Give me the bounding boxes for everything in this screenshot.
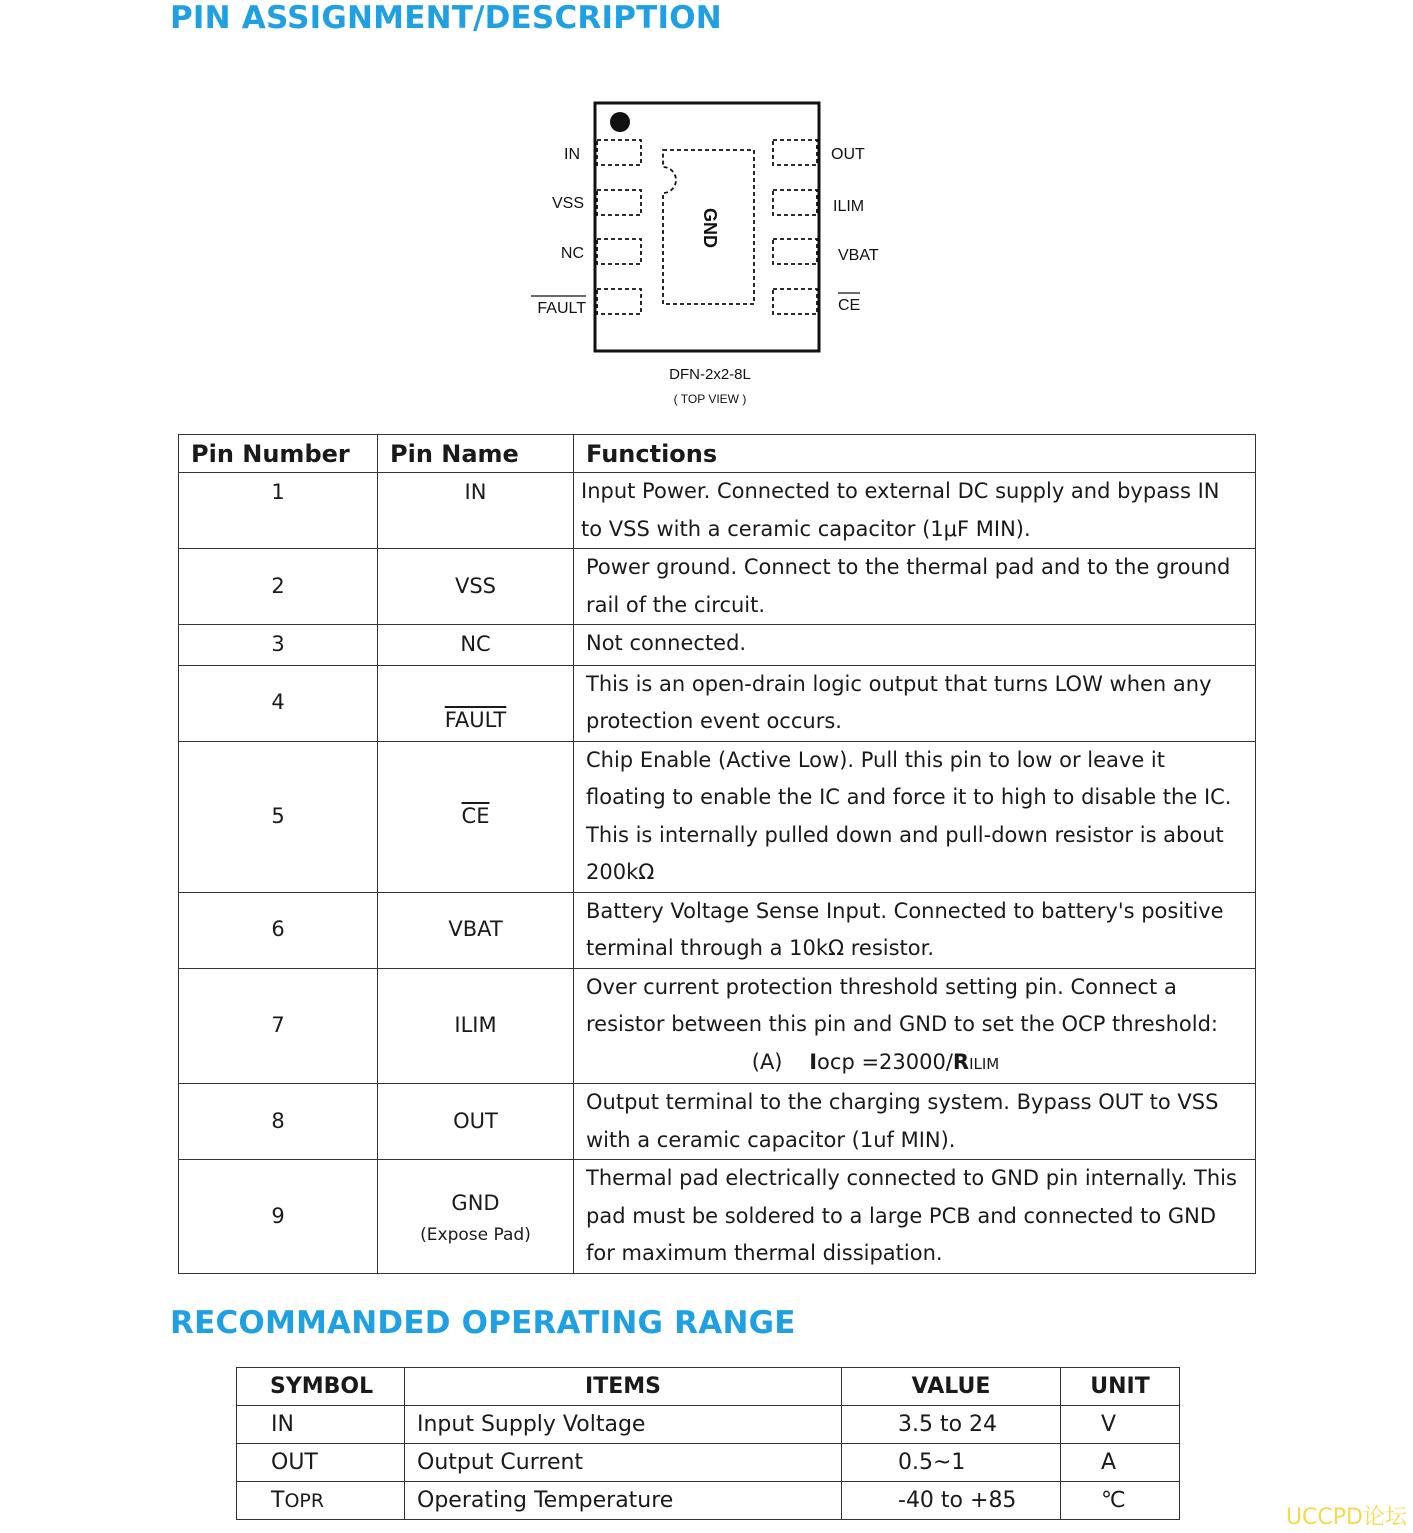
symbol-sub: OPR	[284, 1490, 325, 1512]
left-pads	[597, 140, 641, 314]
pad-vss	[597, 190, 641, 215]
pad-in	[597, 140, 641, 165]
formula-ilim: ILIM	[969, 1054, 1000, 1073]
pin-function: Not connected.	[574, 625, 1256, 666]
chip-pin-diagram	[520, 95, 900, 415]
pin-number: 6	[179, 892, 378, 968]
table-row	[179, 665, 1256, 741]
pad-nc	[597, 239, 641, 264]
pin-name: VSS	[378, 549, 574, 625]
table-row	[179, 473, 1256, 549]
formula-i: I	[809, 1049, 818, 1074]
pin-name: NC	[378, 625, 574, 666]
pin-label-out: OUT	[831, 146, 865, 163]
item-cell: Input Supply Voltage	[405, 1406, 842, 1444]
section-title-pin-assignment: PIN ASSIGNMENT/DESCRIPTION	[170, 0, 722, 36]
section-title-operating-range: RECOMMANDED OPERATING RANGE	[170, 1305, 796, 1341]
ocp-formula	[586, 1044, 1245, 1084]
pin-table-header-row	[179, 435, 1256, 473]
pin-name: $\overline{CE}$	[461, 803, 490, 828]
symbol-cell	[237, 1482, 405, 1520]
range-table-header-row	[237, 1368, 1180, 1406]
table-row	[179, 968, 1256, 1084]
right-pads	[773, 140, 817, 314]
table-row	[179, 1160, 1256, 1274]
header-items: ITEMS	[405, 1368, 842, 1406]
pin-name: OUT	[378, 1084, 574, 1160]
formula-label: (A)	[751, 1049, 783, 1074]
pin-subname: (Expose Pad)	[420, 1225, 531, 1245]
pin-number: 1	[179, 473, 378, 549]
formula-r: R	[952, 1049, 970, 1074]
symbol-t: T	[271, 1488, 285, 1513]
table-row	[179, 1084, 1256, 1160]
top-view-label: ( TOP VIEW )	[673, 392, 747, 406]
pad-ilim	[773, 190, 817, 215]
pin-function: Battery Voltage Sense Input. Connected to battery's positive terminal through a 10kΩ resistor.	[574, 892, 1256, 968]
pin-function: Thermal pad electrically connected to GND pin internally. This pad must be soldered to a large PCB and connected to GND for maximum thermal dissipation.	[574, 1160, 1256, 1274]
pad-fault	[597, 289, 641, 314]
pin-label-vss: VSS	[551, 195, 584, 212]
pin-function: This is an open-drain logic output that turns LOW when any protection event occurs.	[574, 665, 1256, 741]
pin-function: Over current protection threshold setting pin. Connect a resistor between this pin and GND to set the OCP threshold:	[586, 974, 1219, 1036]
pin-name-cell	[378, 741, 574, 892]
pin1-marker-dot	[610, 112, 630, 132]
pin-label-in: IN	[564, 146, 580, 163]
pad-ce	[773, 289, 817, 314]
pin-function: Chip Enable (Active Low). Pull this pin to low or leave it floating to enable the IC and force it to high to disable the IC. This is internally pulled down and pull-down resistor is about 200kΩ	[574, 741, 1256, 892]
pin-label-fault: FAULT	[537, 300, 586, 317]
symbol-cell: IN	[237, 1406, 405, 1444]
header-symbol: SYMBOL	[237, 1368, 405, 1406]
pin-number: 2	[179, 549, 378, 625]
watermark: UCCPD论坛	[1285, 1505, 1407, 1530]
pin-label-ce: CE	[838, 297, 861, 314]
value-cell: -40 to +85	[842, 1482, 1061, 1520]
pin-function: Power ground. Connect to the thermal pad and to the ground rail of the circuit.	[574, 549, 1256, 625]
table-row	[179, 625, 1256, 666]
pin-name-cell	[378, 1160, 574, 1274]
gnd-pad-label: GND	[700, 208, 720, 248]
pin-name: ILIM	[378, 968, 574, 1084]
pin-number: 4	[179, 665, 378, 741]
header-value: VALUE	[842, 1368, 1061, 1406]
pin-number: 9	[179, 1160, 378, 1274]
formula-ocp: ocp =23000/	[817, 1049, 953, 1074]
pin-label-nc: NC	[560, 245, 584, 262]
header-functions: Functions	[574, 435, 1256, 473]
unit-cell: ℃	[1061, 1482, 1180, 1520]
pin-number: 8	[179, 1084, 378, 1160]
operating-range-table	[236, 1367, 1180, 1520]
pin-function: Input Power. Connected to external DC supply and bypass IN to VSS with a ceramic capacitor (1μF MIN).	[574, 473, 1256, 549]
table-row	[237, 1444, 1180, 1482]
pin-description-table	[178, 434, 1256, 1274]
item-cell: Operating Temperature	[405, 1482, 842, 1520]
table-row	[237, 1406, 1180, 1444]
unit-cell: V	[1061, 1406, 1180, 1444]
pin-label-ilim: ILIM	[833, 198, 865, 215]
pin-number: 5	[179, 741, 378, 892]
pin-name: FAULT	[444, 708, 507, 732]
table-row	[179, 892, 1256, 968]
table-row	[237, 1482, 1180, 1520]
table-row	[179, 549, 1256, 625]
item-cell: Output Current	[405, 1444, 842, 1482]
pin-number: 3	[179, 625, 378, 666]
pad-vbat	[773, 239, 817, 264]
pin-name-cell	[378, 665, 574, 741]
value-cell: 0.5~1	[842, 1444, 1061, 1482]
value-cell: 3.5 to 24	[842, 1406, 1061, 1444]
symbol-cell: OUT	[237, 1444, 405, 1482]
pin-name: GND	[451, 1190, 500, 1215]
pin-function: Output terminal to the charging system. Bypass OUT to VSS with a ceramic capacitor (1uf MIN).	[574, 1084, 1256, 1160]
table-row	[179, 741, 1256, 892]
unit-cell: A	[1061, 1444, 1180, 1482]
package-name: DFN-2x2-8L	[669, 366, 751, 383]
pin-number: 7	[179, 968, 378, 1084]
header-pin-number: Pin Number	[179, 435, 378, 473]
header-pin-name: Pin Name	[378, 435, 574, 473]
pad-out	[773, 140, 817, 165]
header-unit: UNIT	[1061, 1368, 1180, 1406]
pin-function-cell	[574, 968, 1256, 1084]
pin-label-vbat: VBAT	[838, 247, 879, 264]
pin-name: IN	[378, 473, 574, 549]
pin-name: VBAT	[378, 892, 574, 968]
